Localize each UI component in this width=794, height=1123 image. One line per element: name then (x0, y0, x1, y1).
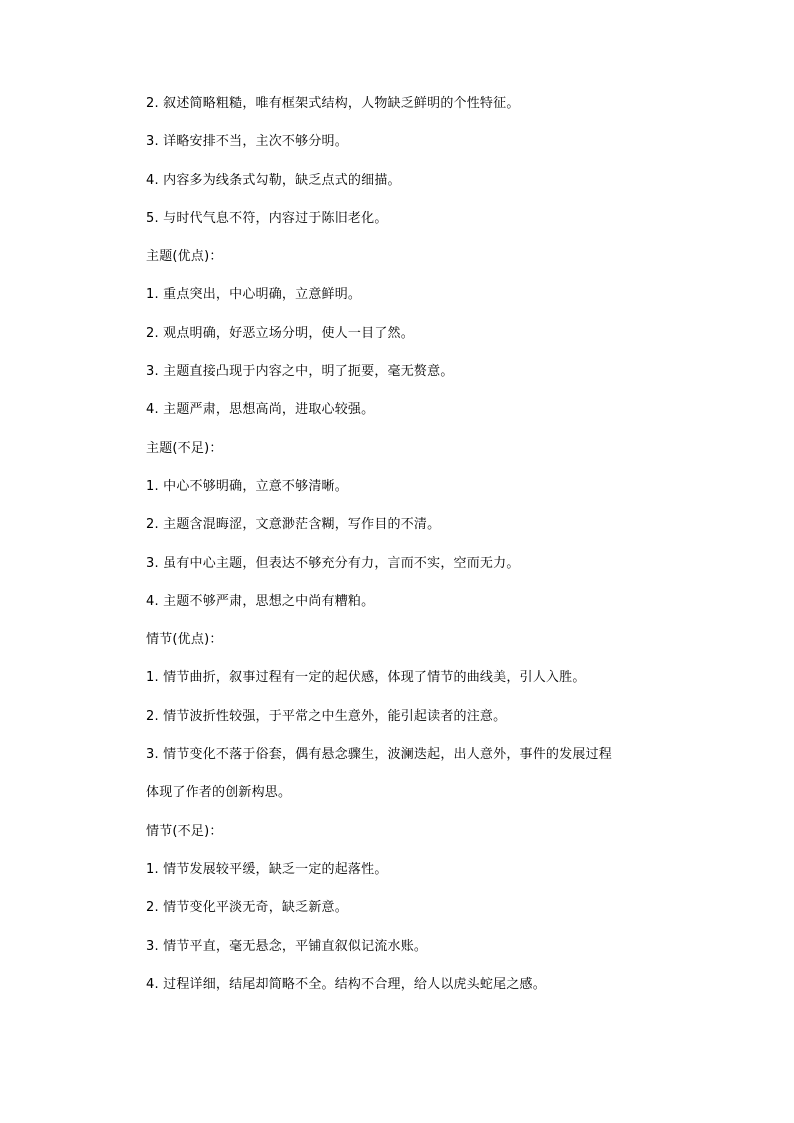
text-line: 3. 虽有中心主题，但表达不够充分有力，言而不实，空而无力。 (146, 555, 520, 571)
text-line: 1. 中心不够明确，立意不够清晰。 (146, 478, 348, 494)
text-line: 2. 主题含混晦涩，文意渺茫含糊，写作目的不清。 (146, 517, 441, 533)
text-line: 3. 情节平直，毫无悬念，平铺直叙似记流水账。 (146, 938, 428, 954)
text-line: 5. 与时代气息不符，内容过于陈旧老化。 (146, 210, 388, 226)
text-line: 4. 主题严肃，思想高尚，进取心较强。 (146, 402, 375, 418)
text-line: 2. 情节变化平淡无奇，缺乏新意。 (146, 900, 348, 916)
section-heading: 情节(不足)： (146, 823, 223, 839)
text-line: 2. 观点明确，好恶立场分明，使人一目了然。 (146, 325, 414, 341)
text-line: 1. 情节曲折，叙事过程有一定的起伏感，体现了情节的曲线美，引人入胜。 (146, 670, 586, 686)
text-line: 3. 情节变化不落于俗套，偶有悬念骤生，波澜迭起，出人意外，事件的发展过程 (146, 747, 612, 763)
text-line: 1. 情节发展较平缓，缺乏一定的起落性。 (146, 861, 388, 877)
section-heading: 情节(优点)： (146, 632, 223, 648)
section-heading: 主题(不足)： (146, 440, 223, 456)
text-line: 3. 主题直接凸现于内容之中，明了扼要，毫无赘意。 (146, 364, 454, 380)
text-line: 4. 内容多为线条式勾勒，缺乏点式的细描。 (146, 172, 401, 188)
text-line: 体现了作者的创新构思。 (146, 785, 292, 801)
text-line: 2. 情节波折性较强，于平常之中生意外，能引起读者的注意。 (146, 708, 507, 724)
section-heading: 主题(优点)： (146, 249, 223, 265)
document-body (146, 94, 666, 1013)
text-line: 3. 详略安排不当，主次不够分明。 (146, 134, 348, 150)
text-line: 2. 叙述简略粗糙，唯有框架式结构，人物缺乏鲜明的个性特征。 (146, 96, 520, 111)
text-line: 4. 过程详细，结尾却简略不全。结构不合理，给人以虎头蛇尾之感。 (146, 976, 546, 992)
text-line: 1. 重点突出，中心明确，立意鲜明。 (146, 287, 362, 303)
text-line: 4. 主题不够严肃，思想之中尚有糟粕。 (146, 593, 375, 609)
